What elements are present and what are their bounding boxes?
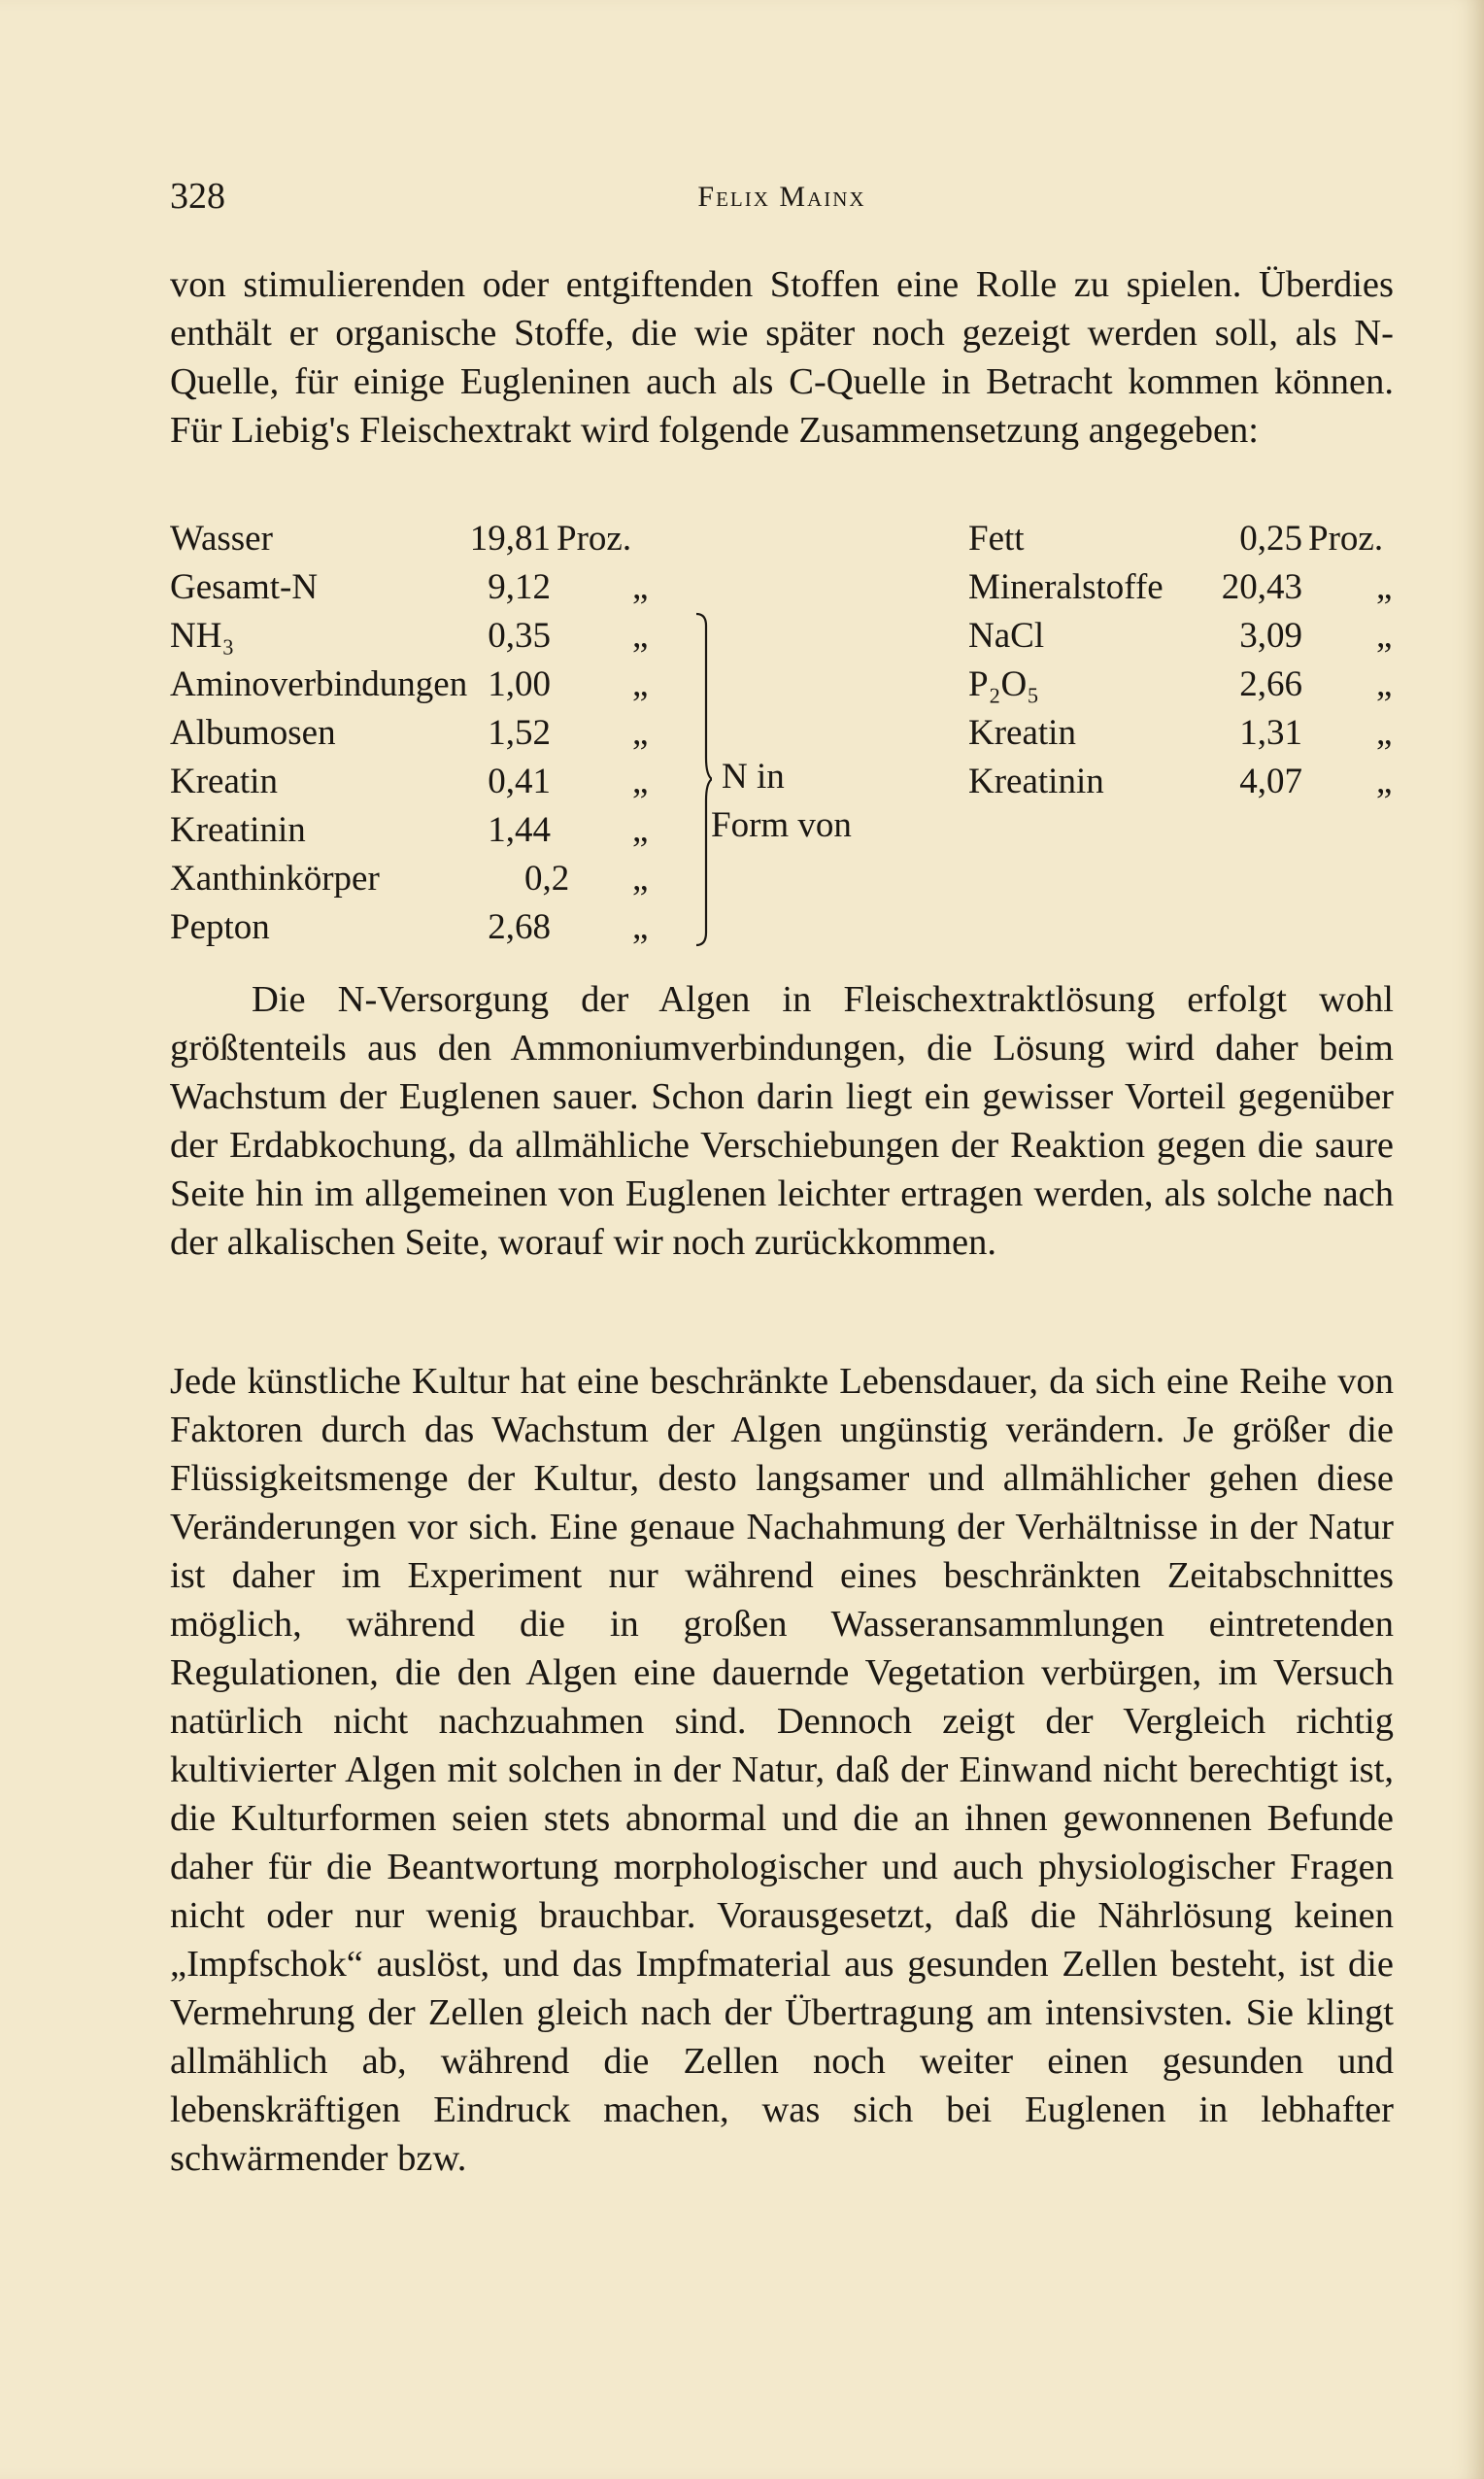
right-curly-brace [692, 612, 712, 947]
left-name: Wasser [170, 519, 273, 559]
brace-label-line-2: Form von [711, 805, 852, 845]
right-name: NaCl [968, 616, 1045, 656]
left-value: 9,12 [488, 567, 551, 607]
right-value: 4,07 [1239, 762, 1302, 801]
paragraph-kultur [170, 1319, 1394, 2220]
left-row [170, 661, 694, 709]
left-row [170, 515, 694, 563]
left-value: 0,41 [488, 762, 551, 801]
right-name: Fett [968, 519, 1025, 559]
left-name: Pepton [170, 907, 270, 947]
left-unit: „ [632, 713, 649, 753]
left-row [170, 855, 694, 903]
left-name: NH₃ [170, 616, 235, 656]
left-value: 0,2 [524, 859, 570, 899]
right-unit: „ [1376, 664, 1393, 704]
left-unit: „ [632, 762, 649, 801]
right-unit: „ [1376, 567, 1393, 607]
left-value: 0,35 [488, 616, 551, 656]
left-value: 19,81 [469, 519, 551, 559]
left-row [170, 806, 694, 855]
right-unit: Proz. [1308, 519, 1384, 559]
left-name: Kreatinin [170, 810, 306, 850]
paragraph-2-text: Jede künstliche Kultur hat eine beschränkte Lebensdauer, da sich eine Reihe von Faktoren durch das Wachstum der Algen ungünstig verändern. Je größer die Flüssigkeitsmenge der Kultur, desto langsamer und allmählicher gehen diese Veränderungen vor sich. Eine genaue Nachahmung der Verhältnisse in der Natur ist daher im Experiment nur während eines beschränkten Zeitabschnittes möglich, während die in großen Wasseransammlungen eintretenden Regulationen, die den Algen eine dauernde Vegetation verbürgen, im Versuch natürlich nicht nachzuahmen sind. Dennoch zeigt der Vergleich richtig kultivierter Algen mit solchen in der Natur, daß der Einwand nicht berechtigt ist, die Kulturformen seien stets abnormal und die an ihnen gewonnenen Befunde daher für die Beantwortung morphologischer und auch physiologischer Fragen nicht oder nur wenig brauchbar. Vorausgesetzt, daß die Nährlösung keinen „Impfschok“ auslöst, und das Impfmaterial aus gesunden Zellen besteht, ist die Vermehrung der Zellen gleich nach der Übertragung am intensivsten. Sie klingt allmählich ab, während die Zellen noch weiter einen gesunden und lebenskräftigen Eindruck machen, was sich bei Euglenen in lebhafter schwärmender bzw. [170, 1360, 1394, 2179]
right-value: 3,09 [1239, 616, 1302, 656]
paragraph-n-versorgung [170, 975, 1394, 1267]
left-name: Albumosen [170, 713, 336, 753]
left-row [170, 612, 694, 661]
intro-text: von stimulierenden oder entgiftenden Stoffen eine Rolle zu spielen. Überdies enthält er organische Stoffe, die wie später noch gezeigt werden soll, als N-Quelle, für einige Eugleninen auch als C-Quelle in Betracht kommen können. Für Liebig's Fleischextrakt wird folgende Zusammensetzung angegeben: [170, 264, 1394, 451]
left-name: Gesamt-N [170, 567, 319, 607]
right-value: 1,31 [1239, 713, 1302, 753]
brace-label-line-1: N in [722, 757, 785, 797]
page-number: 328 [170, 176, 225, 217]
left-value: 1,44 [488, 810, 551, 850]
right-row [968, 612, 1403, 661]
right-row [968, 758, 1403, 806]
right-name: Mineralstoffe [968, 567, 1164, 607]
right-name: P₂O₅ [968, 664, 1040, 704]
left-unit: „ [632, 616, 649, 656]
left-unit: „ [632, 664, 649, 704]
right-name: Kreatinin [968, 762, 1104, 801]
left-row [170, 709, 694, 758]
left-unit: „ [632, 567, 649, 607]
right-unit: „ [1376, 713, 1393, 753]
composition-table [170, 515, 1403, 962]
right-value: 2,66 [1239, 664, 1302, 704]
left-value: 1,52 [488, 713, 551, 753]
left-name: Aminoverbindungen [170, 664, 468, 704]
running-head: Felix Mainx [697, 181, 866, 213]
right-name: Kreatin [968, 713, 1076, 753]
page-header [170, 175, 1394, 225]
right-value: 20,43 [1221, 567, 1302, 607]
left-value: 1,00 [488, 664, 551, 704]
left-unit: „ [632, 859, 649, 899]
left-row [170, 903, 694, 952]
right-row [968, 563, 1403, 612]
right-unit: „ [1376, 616, 1393, 656]
right-row [968, 515, 1403, 563]
paragraph-1-text: Die N-Versorgung der Algen in Fleischextraktlösung erfolgt wohl größtenteils aus den Ammoniumverbindungen, die Lösung wird daher beim Wachstum der Euglenen sauer. Schon darin liegt ein gewisser Vorteil gegenüber der Erdabkochung, da allmähliche Verschiebungen der Reaktion gegen die saure Seite hin im allgemeinen von Euglenen leichter ertragen werden, als solche nach der alkalischen Seite, worauf wir noch zurückkommen. [170, 979, 1394, 1263]
left-name: Kreatin [170, 762, 278, 801]
left-name: Xanthinkörper [170, 859, 380, 899]
right-unit: „ [1376, 762, 1393, 801]
left-value: 2,68 [488, 907, 551, 947]
left-row [170, 563, 694, 612]
left-row [170, 758, 694, 806]
right-value: 0,25 [1239, 519, 1302, 559]
right-row [968, 709, 1403, 758]
right-row [968, 661, 1403, 709]
intro-paragraph [170, 260, 1394, 455]
left-unit: „ [632, 810, 649, 850]
left-unit: Proz. [556, 519, 632, 559]
left-unit: „ [632, 907, 649, 947]
